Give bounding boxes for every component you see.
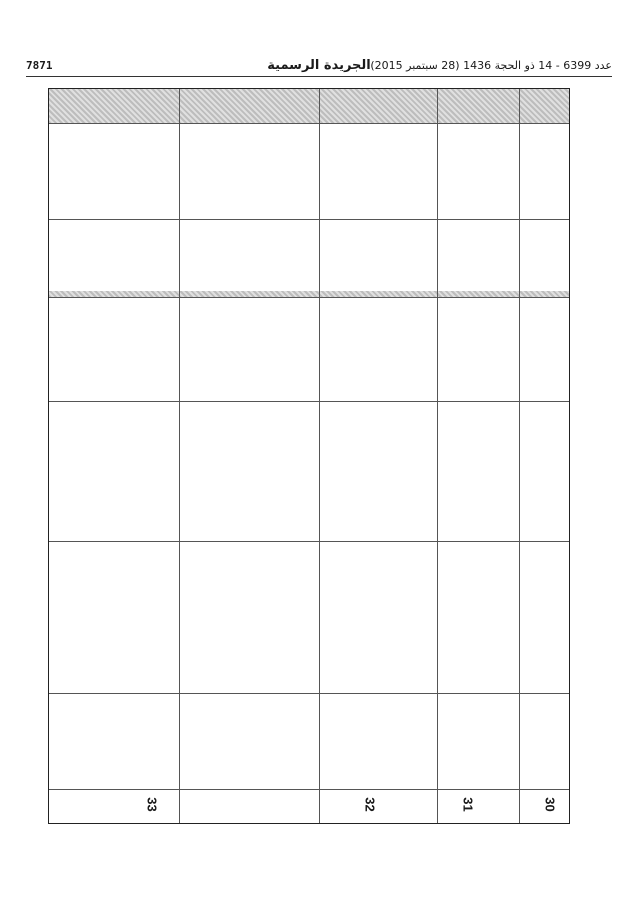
table-number-column — [49, 789, 569, 823]
table-column-5 — [49, 541, 569, 694]
row-separator — [519, 89, 520, 823]
row-number: 33 — [144, 797, 160, 812]
page-number: 7871 — [26, 59, 53, 72]
row-separator — [437, 89, 438, 823]
row-number: 31 — [460, 797, 476, 812]
row-number: 30 — [542, 797, 558, 812]
table-column-6 — [49, 693, 569, 790]
row-separator — [319, 89, 320, 823]
issue-line: عدد 6399 - 14 ذو الحجة 1436 (28 سبتمبر 2015) — [370, 59, 612, 72]
table-header-strip — [49, 89, 569, 124]
table-column-3 — [49, 297, 569, 402]
table-column-2 — [49, 219, 569, 292]
rotated-table — [48, 88, 570, 824]
row-number: 32 — [362, 797, 378, 812]
table-column-4 — [49, 401, 569, 542]
journal-title: الجريدة الرسمية — [267, 58, 371, 73]
page-header — [26, 56, 612, 77]
table-column-1 — [49, 123, 569, 220]
row-separator — [179, 89, 180, 823]
